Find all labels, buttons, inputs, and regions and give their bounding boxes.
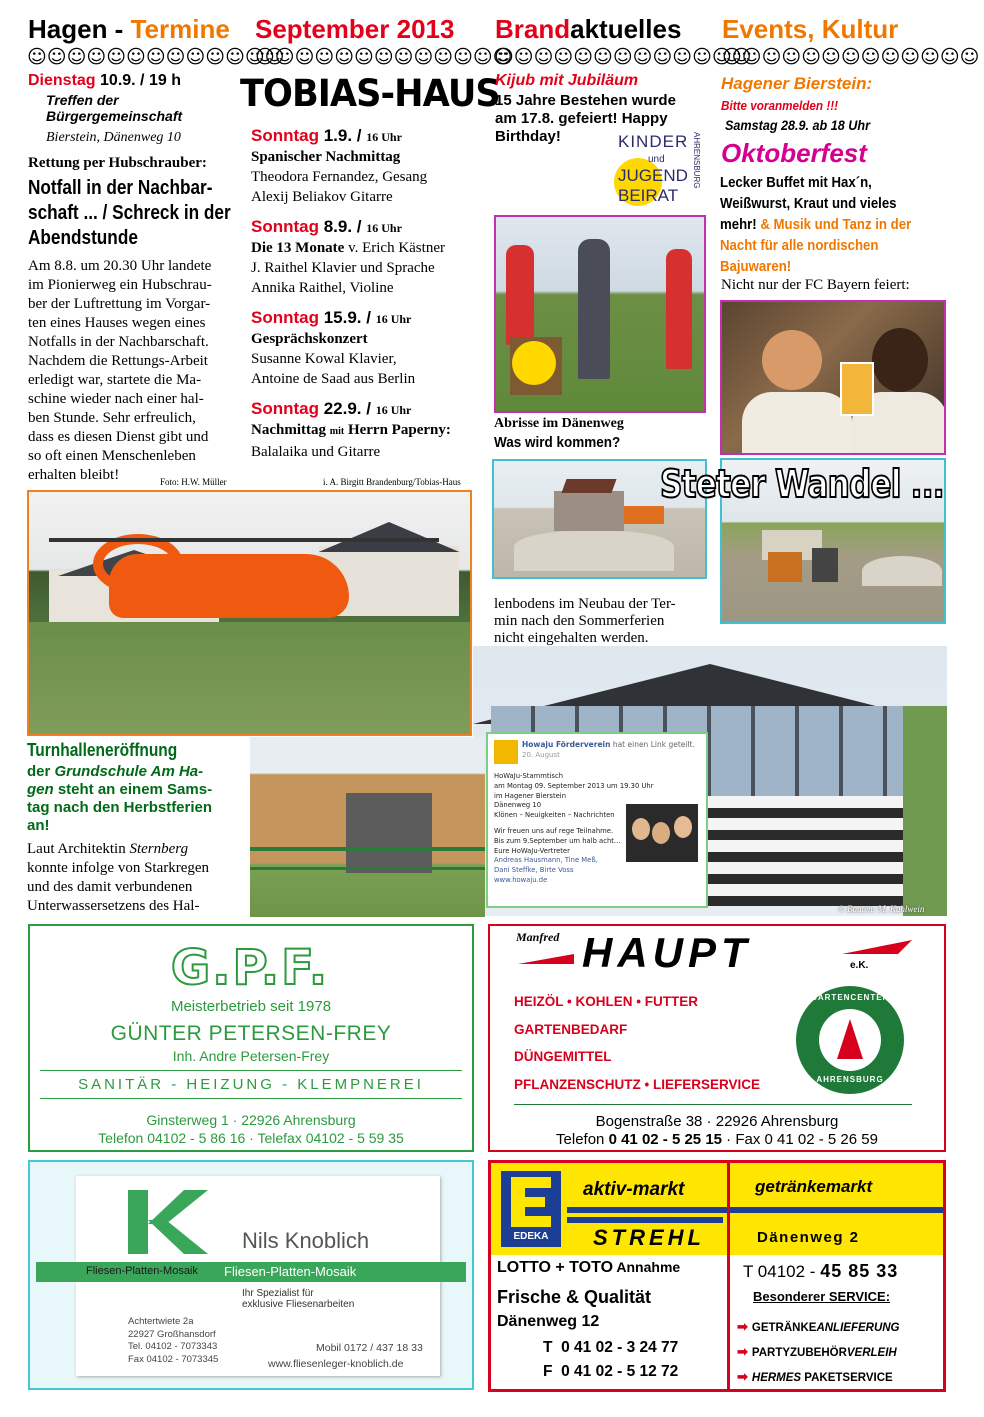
article-body-line: ben Stunde. Sehr erfreulich, <box>28 410 196 426</box>
tobias-event-line: Balalaika und Gitarre <box>251 444 381 460</box>
edeka-logo: EDEKA <box>501 1171 561 1247</box>
gpf-logo: G.P.F. <box>170 940 330 996</box>
tobias-haus-logo: TOBIAS-HAUS <box>240 72 500 115</box>
tobias-event-line: Alexij Beliakov Gitarre <box>251 189 393 205</box>
oktoberfest-text: Lecker Buffet mit Hax´n, Weißwurst, Kraut und vieles mehr! & Musik und Tanz in der Nacht für alle nordischen Bajuwaren! <box>720 174 912 275</box>
haupt-item: GARTENBEDARF <box>514 1021 628 1037</box>
tobias-event-date <box>251 126 483 147</box>
fb-text-line: im Hagener Bierstein <box>494 791 566 800</box>
service-item-a: HERMES <box>751 1372 802 1384</box>
oktoberfest-photo <box>720 300 946 455</box>
header-events-kultur: Events, Kultur <box>722 14 899 44</box>
knoblich-address-line: Fax 04102 - 7073345 <box>128 1353 219 1365</box>
photo-credit: Foto: H.W. Müller <box>160 477 227 487</box>
article-kicker: Rettung per Hubschrauber: <box>28 155 207 171</box>
event-time: 16 Uhr <box>366 130 402 144</box>
event-title: Spanischer Nachmittag <box>251 149 401 165</box>
tobias-event-date <box>251 217 483 238</box>
ad-haupt <box>488 924 946 1152</box>
arrow-right-icon: ➡ <box>737 1369 748 1384</box>
arrow-right-icon: ➡ <box>737 1319 748 1334</box>
haupt-item: DÜNGEMITTEL <box>514 1049 612 1064</box>
article-body-line: im Pionierweg ein Hubschrau- <box>28 277 212 293</box>
article-body-line: erhalten bleibt! <box>28 467 120 483</box>
haupt-item: PFLANZENSCHUTZ • LIEFERSERVICE <box>514 1076 760 1092</box>
facebook-post <box>486 732 708 908</box>
haupt-item: HEIZÖL • KOHLEN • FUTTER <box>514 994 698 1009</box>
article-body-line: ten eines Hauses wegen eines <box>28 315 206 331</box>
knoblich-tagline: Ihr Spezialist für exklusive Fliesenarbeiten <box>242 1288 355 1310</box>
fb-text-line: Eure HoWaJu-Vertreter <box>494 846 570 855</box>
abrisse-subcaption: Was wird kommen? <box>494 434 621 451</box>
gpf-phone: Telefon 04102 - 5 86 16 · Telefax 04102 - 5 59 35 <box>98 1130 404 1146</box>
fc-bayern-line: Nicht nur der FC Bayern feiert: <box>721 277 910 293</box>
knoblich-address-line: 22927 Großhansdorf <box>128 1328 216 1340</box>
oktoberfest-title: Oktoberfest <box>721 138 867 168</box>
edeka-fax: F 0 41 02 - 5 12 72 <box>543 1363 679 1380</box>
smiley-row: ☺☺☺☺☺☺☺☺☺☺☺☺☺ <box>494 46 752 68</box>
hall-photo-credit: © Bauten: M. Kuhlwein <box>838 904 925 914</box>
tobias-event-title <box>251 329 483 349</box>
fb-text-line: Dänenweg 10 <box>494 801 542 810</box>
termin-date: Dienstag 10.9. / 19 h <box>28 72 181 89</box>
knoblich-address <box>128 1316 218 1366</box>
event-time: 16 Uhr <box>375 403 412 417</box>
fb-header: Howaju Förderverein hat einen Link geteilt. <box>522 740 695 749</box>
smiley-row: ☺☺☺☺☺☺☺☺☺☺☺☺☺ <box>722 46 980 68</box>
turnhalle-headline: Turnhalleneröffnung <box>27 740 178 760</box>
fb-text <box>494 772 654 886</box>
header-hagen-termine: Hagen - Termine <box>28 14 230 44</box>
haupt-address: Bogenstraße 38 · 22926 Ahrensburg <box>595 1113 839 1130</box>
haupt-items <box>514 988 760 1098</box>
bierstein-date: Samstag 28.9. ab 18 Uhr <box>725 117 870 133</box>
service-title: Besonderer SERVICE: <box>753 1289 891 1304</box>
turnhalle-body: Laut Architektin Sternberg konnte infolge von Starkregen und des damit verbundenen Unterwassersetzens des Hal- <box>27 841 210 914</box>
gpf-owner: Inh. Andre Petersen-Frey <box>172 1048 330 1064</box>
article-body-line: Notfalls in der Nachbarschaft. <box>28 334 209 350</box>
fb-text-line: Wir freuen uns auf rege Teilnahme. <box>494 826 614 835</box>
fb-date: 20. August <box>522 751 560 759</box>
termin-title: Treffen der Bürgergemeinschaft <box>46 92 183 124</box>
tobias-event-line: Susanne Kowal Klavier, <box>251 351 397 367</box>
termin-place: Bierstein, Dänenweg 10 <box>46 130 181 145</box>
tobias-event-line: Antoine de Saad aus Berlin <box>251 371 416 387</box>
getraenkemarkt-phone: T 04102 - 45 85 33 <box>743 1261 899 1281</box>
event-time: 16 Uhr <box>375 312 412 326</box>
service-item-b: PAKETSERVICE <box>801 1372 893 1384</box>
event-date: 8.9. / <box>319 217 367 236</box>
edeka-street: Dänenweg 12 <box>497 1313 600 1330</box>
edeka-phone: T 0 41 02 - 3 24 77 <box>543 1339 679 1356</box>
article-headline: Notfall in der Nachbar- schaft ... / Schreck in der Abendstunde <box>28 177 231 249</box>
event-title-mit: mit <box>329 426 345 437</box>
edeka-lotto: LOTTO + TOTO Annahme <box>497 1259 681 1276</box>
gpf-name: GÜNTER PETERSEN-FREY <box>110 1022 392 1045</box>
tobias-event-line: J. Raithel Klavier und Sprache <box>251 260 435 276</box>
service-item-b: VERLEIH <box>846 1347 897 1359</box>
knoblich-address-line: Tel. 04102 - 7073343 <box>128 1341 218 1352</box>
kijub-kicker: Kijub mit Jubiläum <box>495 72 639 89</box>
knoblich-name: Nils Knoblich <box>242 1228 370 1253</box>
smiley-row: ☺☺☺☺☺☺☺☺☺☺☺☺☺ <box>255 46 513 68</box>
event-title: Gesprächskonzert <box>251 331 368 347</box>
helicopter-photo <box>27 490 472 736</box>
haupt-phone: Telefon 0 41 02 - 5 25 15 · Fax 0 41 02 - 5 26 59 <box>556 1131 878 1148</box>
knoblich-mobile: Mobil 0172 / 437 18 33 <box>316 1342 423 1354</box>
kinder-jugendbeirat-logo: KINDER und JUGEND BEIRAT AHRENSBURG <box>604 130 704 212</box>
ad-gpf <box>28 924 474 1152</box>
tobias-event-date <box>251 308 483 329</box>
fb-text-line: Andreas Hausmann, Tine Meß, <box>494 856 598 865</box>
edeka-strehl: STREHL <box>593 1225 705 1250</box>
event-time: 16 Uhr <box>366 221 402 235</box>
event-title-rest: v. Erich Kästner <box>344 240 445 256</box>
arrow-right-icon: ➡ <box>737 1344 748 1359</box>
sports-hall-photo <box>250 737 485 917</box>
haupt-logo: HAUPT <box>582 929 752 976</box>
article-body-line: so oft einen Menschenleben <box>28 448 196 464</box>
article-body-line: dass es diesen Dienst gibt und <box>28 429 209 445</box>
event-date: 15.9. / <box>319 308 376 327</box>
haupt-suffix: e.K. <box>850 960 869 971</box>
tobias-event-title <box>251 147 483 167</box>
abrisse-caption: Abrisse im Dänenweg <box>494 416 624 431</box>
edeka-frische: Frische & Qualität <box>497 1287 652 1307</box>
event-title: Die 13 Monate <box>251 240 345 256</box>
haupt-firstname: Manfred <box>516 930 560 944</box>
tobias-event-title <box>251 238 483 258</box>
event-day: Sonntag <box>251 399 319 418</box>
fb-text-line: www.howaju.de <box>494 875 548 884</box>
knoblich-k-logo <box>128 1190 208 1254</box>
tobias-event-title <box>251 420 483 442</box>
service-item <box>737 1365 900 1390</box>
smiley-row: ☺☺☺☺☺☺☺☺☺☺☺☺☺ <box>27 46 285 68</box>
lower-article-text: lenbodens im Neubau der Ter- min nach den Sommerferien nicht eingehalten werden. <box>494 596 676 646</box>
header-september: September 2013 <box>255 14 455 44</box>
service-list <box>737 1315 900 1390</box>
knoblich-address-line: Achtertwiete 2a <box>128 1316 194 1327</box>
tobias-event <box>251 126 483 207</box>
article-body-line: erledigt war, startete die Ma- <box>28 372 202 388</box>
getraenkemarkt-street: Dänenweg 2 <box>757 1229 860 1246</box>
bierstein-title: Hagener Bierstein: <box>721 74 873 93</box>
service-item-a: GETRÄNKE <box>751 1322 817 1334</box>
article-body-line: Am 8.8. um 20.30 Uhr landete <box>28 258 212 274</box>
header-brandaktuelles: Brandaktuelles <box>495 14 682 44</box>
event-day: Sonntag <box>251 217 319 236</box>
knoblich-band: Fliesen-Platten-Mosaik Fliesen-Platten-Mosaik <box>36 1262 466 1282</box>
gpf-trades: SANITÄR - HEIZUNG - KLEMPNEREI <box>78 1076 424 1093</box>
howaju-avatar <box>494 740 518 764</box>
tobias-event-line: Annika Raithel, Violine <box>251 280 394 296</box>
article-body <box>28 257 250 485</box>
fb-text-line: Klönen – Neuigkeiten – Nachrichten <box>494 811 615 820</box>
tobias-events <box>251 126 483 472</box>
steter-wandel-title: Steter Wandel ... <box>660 462 944 506</box>
gpf-since: Meisterbetrieb seit 1978 <box>170 998 332 1015</box>
fb-photo <box>626 804 698 862</box>
article-body-line: schine wieder nach einer hal- <box>28 391 204 407</box>
event-title: Nachmittag <box>251 422 330 438</box>
service-item <box>737 1315 900 1340</box>
event-day: Sonntag <box>251 126 319 145</box>
tobias-event <box>251 308 483 389</box>
event-day: Sonntag <box>251 308 319 327</box>
kijub-photo <box>494 215 706 413</box>
service-item-a: PARTYZUBEHÖR <box>751 1347 847 1359</box>
ad-edeka <box>488 1160 946 1392</box>
fb-text-line: Bis zum 9.September um halb acht... <box>494 836 621 845</box>
tobias-event-date <box>251 399 483 420</box>
event-date: 1.9. / <box>319 126 367 145</box>
ad-knoblich <box>28 1160 474 1390</box>
article-body-line: ber der Luftrettung im Vorgar- <box>28 296 211 312</box>
gartencenter-seal: GARTENCENTER AHRENSBURG <box>796 986 904 1094</box>
edeka-aktiv-markt: aktiv-markt <box>583 1179 685 1200</box>
service-item <box>737 1340 900 1365</box>
fb-text-line: Dani Steffke, Birte Voss <box>494 866 574 875</box>
tobias-event <box>251 399 483 462</box>
turnhalle-subhead: der Grundschule Am Ha- gen steht an einem Sams- tag nach den Herbstferien an! <box>27 763 213 834</box>
tobias-credit: i. A. Birgitt Brandenburg/Tobias-Haus <box>323 477 461 487</box>
fb-text-line: am Montag 09. September 2013 um 19.30 Uhr <box>494 781 654 790</box>
event-title-rest: Herrn Paperny: <box>344 422 451 438</box>
fb-text-line: HoWaJu-Stammtisch <box>494 772 564 780</box>
service-item-b: ANLIEFERUNG <box>816 1322 900 1334</box>
bierstein-note: Bitte voranmelden !!! <box>721 98 839 113</box>
gpf-address: Ginsterweg 1 · 22926 Ahrensburg <box>146 1112 356 1128</box>
tobias-event-line: Theodora Fernandez, Gesang <box>251 169 428 185</box>
event-date: 22.9. / <box>319 399 376 418</box>
tobias-event <box>251 217 483 298</box>
knoblich-web: www.fliesenleger-knoblich.de <box>268 1358 404 1370</box>
article-body-line: Nachdem die Rettungs-Arbeit <box>28 353 208 369</box>
getraenkemarkt-label: getränkemarkt <box>755 1177 873 1196</box>
knoblich-card <box>76 1176 440 1376</box>
kijub-text: 15 Jahre Bestehen wurde am 17.8. gefeiert! Happy Birthday! <box>495 92 676 145</box>
